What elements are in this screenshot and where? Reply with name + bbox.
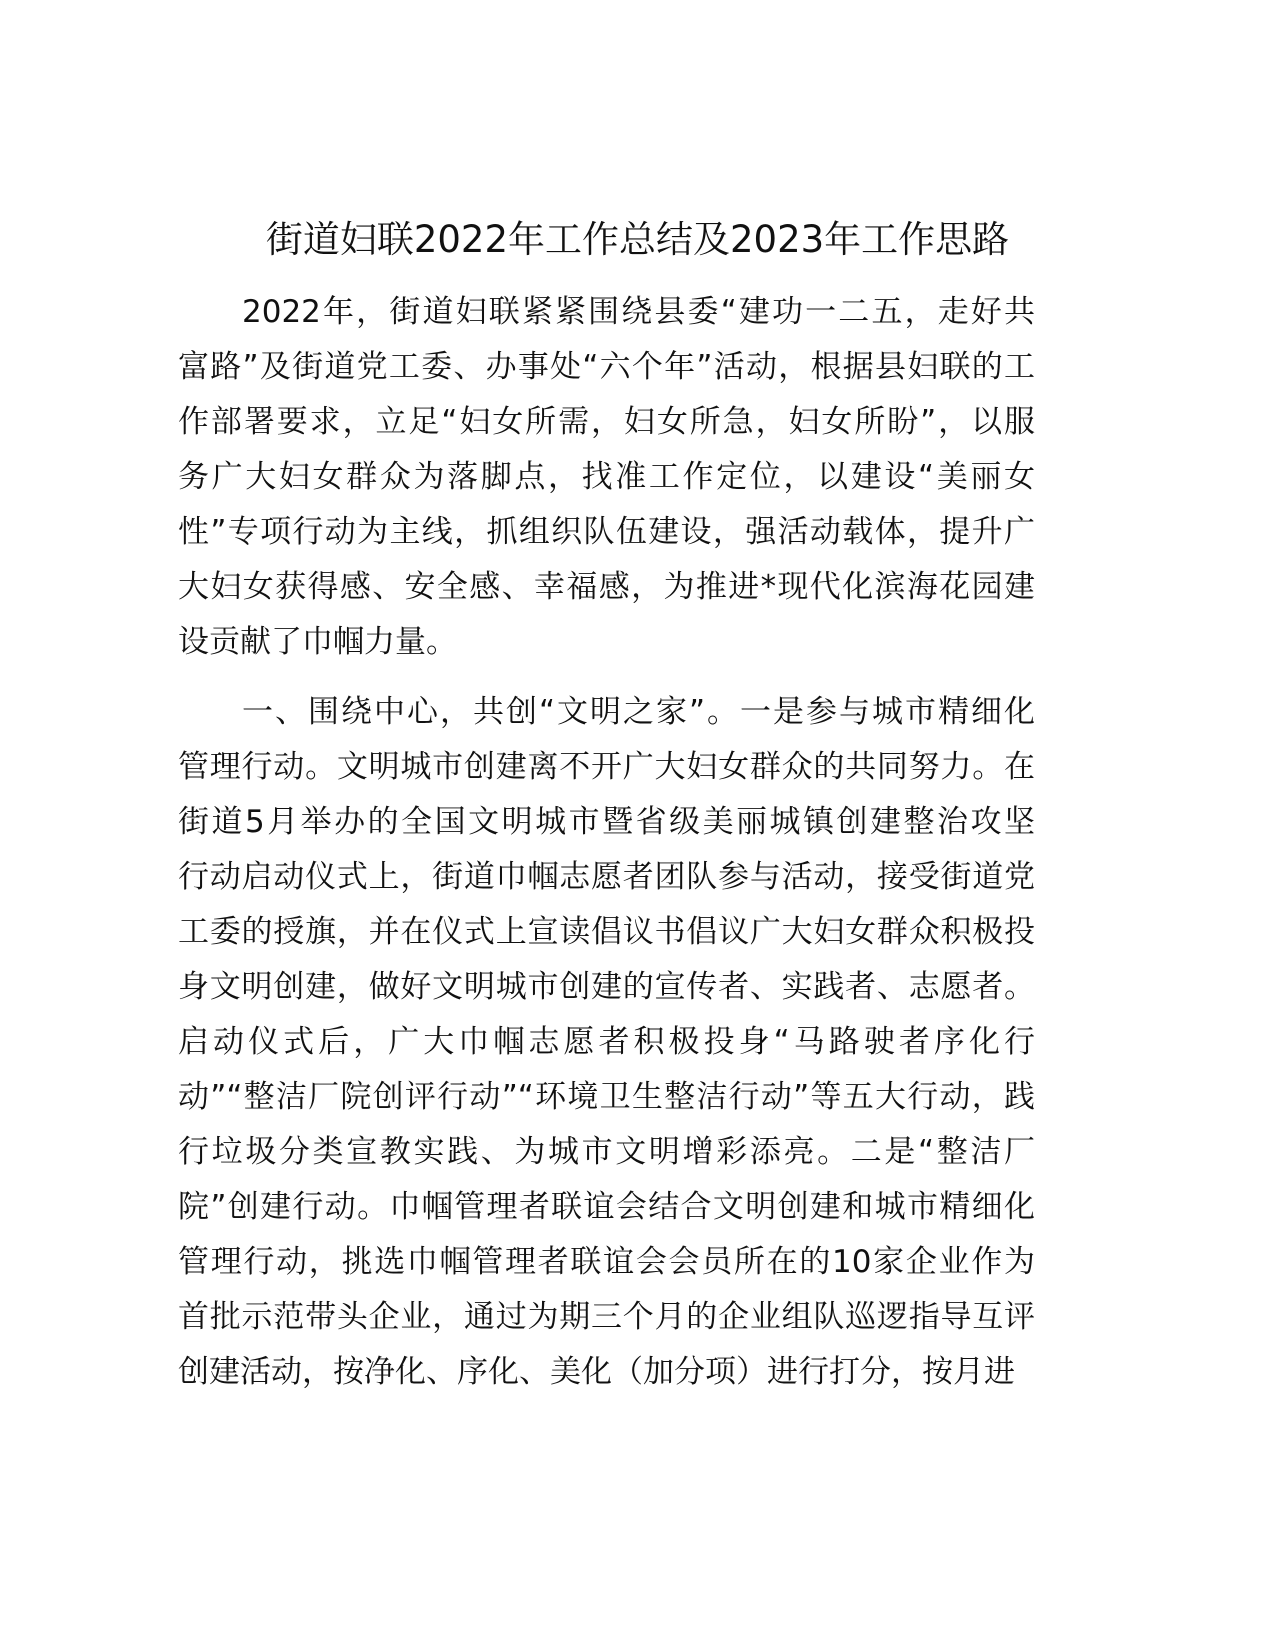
paragraph-2-line: 院”创建行动。巾帼管理者联谊会结合文明创建和城市精细化: [178, 1189, 1035, 1225]
paragraph-2-line: 行动启动仪式上，街道巾帼志愿者团队参与活动，接受街道党: [178, 859, 1035, 895]
paragraph-1-line: 2022年，街道妇联紧紧围绕县委“建功一二五，走好共: [242, 294, 1035, 330]
paragraph-1-line: 富路”及街道党工委、办事处“六个年”活动，根据县妇联的工: [178, 349, 1035, 385]
paragraph-2-line: 行垃圾分类宣教实践、为城市文明增彩添亮。二是“整洁厂: [178, 1134, 1035, 1170]
paragraph-1-line: 性”专项行动为主线，抓组织队伍建设，强活动载体，提升广: [178, 514, 1035, 550]
paragraph-2-line: 管理行动。文明城市创建离不开广大妇女群众的共同努力。在: [178, 749, 1035, 785]
paragraph-1-line: 大妇女获得感、安全感、幸福感，为推进*现代化滨海花园建: [178, 569, 1035, 605]
paragraph-2-line: 动”“整洁厂院创评行动”“环境卫生整洁行动”等五大行动，践: [178, 1079, 1035, 1115]
paragraph-2-line: 身文明创建，做好文明城市创建的宣传者、实践者、志愿者。: [178, 969, 1035, 1005]
paragraph-2-line: 街道5月举办的全国文明城市暨省级美丽城镇创建整治攻坚: [178, 804, 1035, 840]
paragraph-1-line: 作部署要求，立足“妇女所需，妇女所急，妇女所盼”，以服: [178, 404, 1035, 440]
paragraph-1-line: 设贡献了巾帼力量。: [178, 624, 457, 660]
document-title: 街道妇联2022年工作总结及2023年工作思路: [265, 218, 1010, 261]
paragraph-2-line: 管理行动，挑选巾帼管理者联谊会会员所在的10家企业作为: [178, 1244, 1035, 1280]
paragraph-1-line: 务广大妇女群众为落脚点，找准工作定位，以建设“美丽女: [178, 459, 1035, 495]
paragraph-2-line: 启动仪式后，广大巾帼志愿者积极投身“马路驶者序化行: [178, 1024, 1035, 1060]
paragraph-2-line: 工委的授旗，并在仪式上宣读倡议书倡议广大妇女群众积极投: [178, 914, 1035, 950]
paragraph-2-line: 首批示范带头企业，通过为期三个月的企业组队巡逻指导互评: [178, 1299, 1035, 1335]
paragraph-2-line: 一、围绕中心，共创“文明之家”。一是参与城市精细化: [242, 694, 1035, 730]
paragraph-2-line: 创建活动，按净化、序化、美化（加分项）进行打分，按月进: [178, 1354, 1015, 1390]
